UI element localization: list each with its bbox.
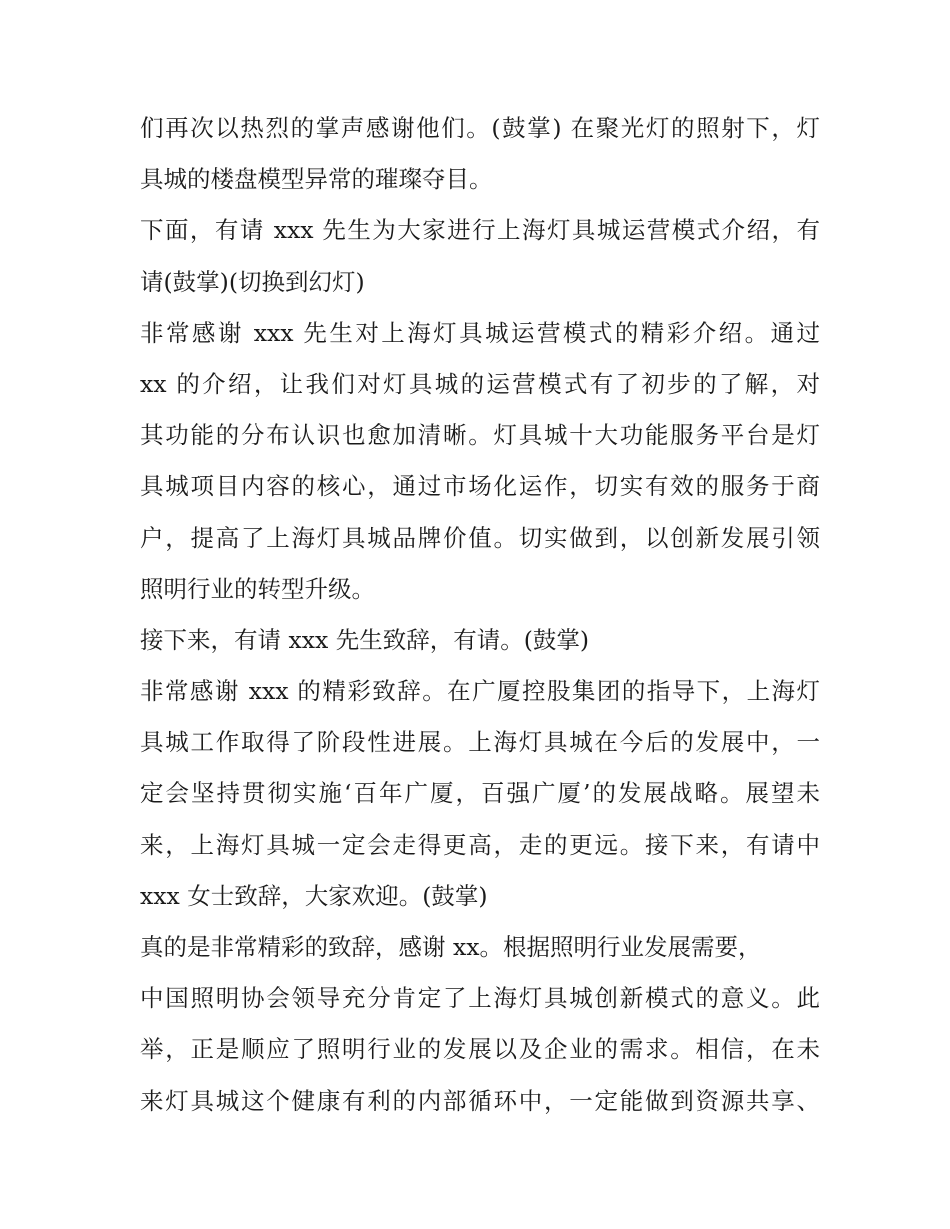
text-line: 来，上海灯具城一定会走得更高，走的更远。接下来，有请中 bbox=[140, 830, 820, 859]
text-line: xx 的介绍，让我们对灯具城的运营模式有了初步的了解，对 bbox=[140, 369, 820, 398]
text-line: 户，提高了上海灯具城品牌价值。切实做到，以创新发展引领 bbox=[140, 523, 820, 552]
text-line: 真的是非常精彩的致辞，感谢 xx。根据照明行业发展需要， bbox=[140, 933, 762, 961]
text-line: 非常感谢 xxx 先生对上海灯具城运营模式的精彩介绍。通过 bbox=[140, 318, 820, 347]
text-line: 具城的楼盘模型异常的璀璨夺目。 bbox=[140, 165, 493, 194]
text-line: 中国照明协会领导充分肯定了上海灯具城创新模式的意义。此 bbox=[140, 984, 820, 1013]
text-line: xxx 女士致辞，大家欢迎。(鼓掌) bbox=[140, 881, 488, 910]
text-line: 请(鼓掌)(切换到幻灯) bbox=[140, 267, 365, 296]
text-line: 下面，有请 xxx 先生为大家进行上海灯具城运营模式介绍，有 bbox=[140, 216, 820, 245]
document-body bbox=[140, 103, 820, 1127]
text-line: 接下来，有请 xxx 先生致辞，有请。(鼓掌) bbox=[140, 625, 590, 654]
text-line: 来灯具城这个健康有利的内部循环中，一定能做到资源共享、 bbox=[140, 1086, 820, 1115]
text-line: 具城项目内容的核心，通过市场化运作，切实有效的服务于商 bbox=[140, 472, 820, 501]
text-line: 照明行业的转型升级。 bbox=[140, 574, 375, 603]
text-line: 举，正是顺应了照明行业的发展以及企业的需求。相信，在未 bbox=[140, 1035, 820, 1064]
text-line: 非常感谢 xxx 的精彩致辞。在广厦控股集团的指导下，上海灯 bbox=[140, 677, 820, 706]
text-line: 其功能的分布认识也愈加清晰。灯具城十大功能服务平台是灯 bbox=[140, 421, 820, 450]
text-line: 具城工作取得了阶段性进展。上海灯具城在今后的发展中，一 bbox=[140, 728, 820, 757]
text-line: 定会坚持贯彻实施‘百年广厦，百强广厦’的发展战略。展望未 bbox=[140, 779, 820, 808]
text-line: 们再次以热烈的掌声感谢他们。(鼓掌) 在聚光灯的照射下，灯 bbox=[140, 114, 820, 142]
